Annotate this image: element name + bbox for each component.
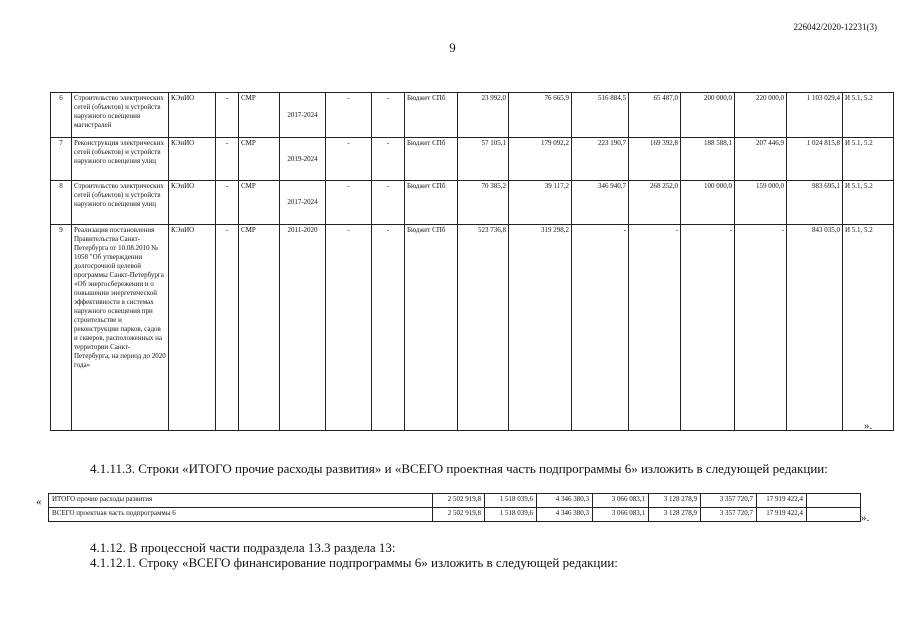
amount-cell: 3 128 278,9 <box>649 494 701 508</box>
amount-cell: 268 252,0 <box>629 181 681 225</box>
dash-cell: - <box>372 181 405 225</box>
amount-cell: 319 298,2 <box>509 225 572 431</box>
row-number-cell: 9 <box>51 225 72 431</box>
empty-cell <box>807 494 861 508</box>
amount-cell: 4 346 380,3 <box>537 508 593 522</box>
dash-cell: - <box>326 181 372 225</box>
work-type-cell: СМР <box>239 138 280 181</box>
indicator-ref-cell: И 5.1, 5.2 <box>843 138 894 181</box>
amount-cell: 57 105,1 <box>458 138 509 181</box>
dash-cell: - <box>216 225 239 431</box>
empty-cell <box>807 508 861 522</box>
amount-cell: 65 487,0 <box>629 93 681 138</box>
amount-cell: 223 190,7 <box>572 138 629 181</box>
table-row <box>49 494 861 508</box>
amount-cell: - <box>735 225 787 431</box>
amount-cell: 1 518 039,6 <box>485 508 537 522</box>
amount-cell: 188 588,1 <box>681 138 735 181</box>
funding-source-cell: Бюджет СПб <box>405 138 458 181</box>
indicator-ref-cell: И 5.1, 5.2 <box>843 181 894 225</box>
dash-cell: - <box>326 93 372 138</box>
row-label-cell: ИТОГО прочие расходы развития <box>49 494 433 508</box>
row-number-cell: 8 <box>51 181 72 225</box>
closing-quote-2: ». <box>861 512 870 524</box>
dash-cell: - <box>216 181 239 225</box>
dash-cell: - <box>216 93 239 138</box>
amount-cell: 3 357 720,7 <box>701 508 757 522</box>
executor-cell: КЭиИО <box>169 225 216 431</box>
activity-name-cell: Строительство электрических сетей (объектов) и устройств наружного освещения магистралей <box>72 93 169 138</box>
amount-cell: 179 092,2 <box>509 138 572 181</box>
amount-cell: - <box>629 225 681 431</box>
document-id: 226042/2020-12231(3) <box>793 22 877 32</box>
table-row <box>51 225 894 431</box>
work-type-cell: СМР <box>239 181 280 225</box>
indicator-ref-cell: И 5.1, 5.2 <box>843 93 894 138</box>
amount-cell: 169 392,8 <box>629 138 681 181</box>
amount-cell: 207 446,9 <box>735 138 787 181</box>
amount-cell: 3 066 083,1 <box>593 494 649 508</box>
row-label-cell: ВСЕГО проектная часть подпрограммы 6 <box>49 508 433 522</box>
opening-quote: « <box>36 496 42 508</box>
dash-cell: - <box>326 225 372 431</box>
executor-cell: КЭиИО <box>169 138 216 181</box>
dash-cell: - <box>326 138 372 181</box>
amount-cell: 70 385,2 <box>458 181 509 225</box>
paragraph-4-1-12: 4.1.12. В процессной части подраздела 13.3 раздела 13: <box>90 540 396 555</box>
amount-cell: 4 346 380,3 <box>537 494 593 508</box>
amount-cell: 346 940,7 <box>572 181 629 225</box>
row-number-cell: 6 <box>51 93 72 138</box>
amount-cell: 1 518 039,6 <box>485 494 537 508</box>
amount-cell: 3 128 278,9 <box>649 508 701 522</box>
total-amount-cell: 843 035,0 <box>787 225 843 431</box>
period-cell: 2017-2024 <box>280 93 326 138</box>
amount-cell: 3 357 720,7 <box>701 494 757 508</box>
closing-quote: ». <box>864 420 873 432</box>
amount-cell: 220 000,0 <box>735 93 787 138</box>
amount-cell: - <box>572 225 629 431</box>
amount-cell: 100 000,0 <box>681 181 735 225</box>
amount-cell: - <box>681 225 735 431</box>
row-number-cell: 7 <box>51 138 72 181</box>
amount-cell: 2 502 919,8 <box>433 508 485 522</box>
amount-cell: 516 884,5 <box>572 93 629 138</box>
amount-cell: 3 066 083,1 <box>593 508 649 522</box>
paragraph-4-1-12-1: 4.1.12.1. Строку «ВСЕГО финансирование подпрограммы 6» изложить в следующей редакции: <box>90 555 618 570</box>
dash-cell: - <box>372 138 405 181</box>
table-row <box>51 181 894 225</box>
period-cell: 2017-2024 <box>280 181 326 225</box>
dash-cell: - <box>216 138 239 181</box>
dash-cell: - <box>372 225 405 431</box>
funding-source-cell: Бюджет СПб <box>405 181 458 225</box>
work-type-cell: СМР <box>239 93 280 138</box>
amount-cell: 200 000,0 <box>681 93 735 138</box>
executor-cell: КЭиИО <box>169 93 216 138</box>
amount-cell: 17 919 422,4 <box>757 494 807 508</box>
table-row <box>49 508 861 522</box>
indicator-ref-cell: И 5.1, 5.2 <box>843 225 894 431</box>
paragraph-4-1-11-3: 4.1.11.3. Строки «ИТОГО прочие расходы развития» и «ВСЕГО проектная часть подпрограммы 6» изложить в следующей редакции: <box>90 461 828 476</box>
table-row <box>51 138 894 181</box>
amount-cell: 23 992,0 <box>458 93 509 138</box>
period-cell: 2019-2024 <box>280 138 326 181</box>
total-amount-cell: 1 024 815,8 <box>787 138 843 181</box>
funding-source-cell: Бюджет СПб <box>405 225 458 431</box>
amount-cell: 39 117,2 <box>509 181 572 225</box>
work-type-cell: СМР <box>239 225 280 431</box>
page-number: 9 <box>449 40 456 55</box>
dash-cell: - <box>372 93 405 138</box>
executor-cell: КЭиИО <box>169 181 216 225</box>
amount-cell: 76 665,9 <box>509 93 572 138</box>
period-cell: 2011-2020 <box>280 225 326 431</box>
activity-name-cell: Реконструкция электрических сетей (объектов) и устройств наружного освещения улиц <box>72 138 169 181</box>
amount-cell: 2 502 919,8 <box>433 494 485 508</box>
amount-cell: 159 000,0 <box>735 181 787 225</box>
amount-cell: 17 919 422,4 <box>757 508 807 522</box>
activity-name-cell: Строительство электрических сетей (объектов) и устройств наружного освещения улиц <box>72 181 169 225</box>
activity-name-cell: Реализация постановления Правительства Санкт-Петербурга от 10.08.2010 № 1058 "Об утверждении долгосрочной целевой программы Санкт-Петербурга «Об энергосбережении и о повышении энергетической эффективности в системах наружного освещения при строительстве и реконструкции парков, садов и скверов, расположенных на территории Санкт-Петербурга, на период до 2020 года» <box>72 225 169 431</box>
table-row <box>51 93 894 138</box>
amount-cell: 523 736,8 <box>458 225 509 431</box>
total-amount-cell: 1 103 029,4 <box>787 93 843 138</box>
total-amount-cell: 983 695,1 <box>787 181 843 225</box>
totals-table <box>48 493 861 522</box>
program-activities-table <box>50 92 894 431</box>
funding-source-cell: Бюджет СПб <box>405 93 458 138</box>
